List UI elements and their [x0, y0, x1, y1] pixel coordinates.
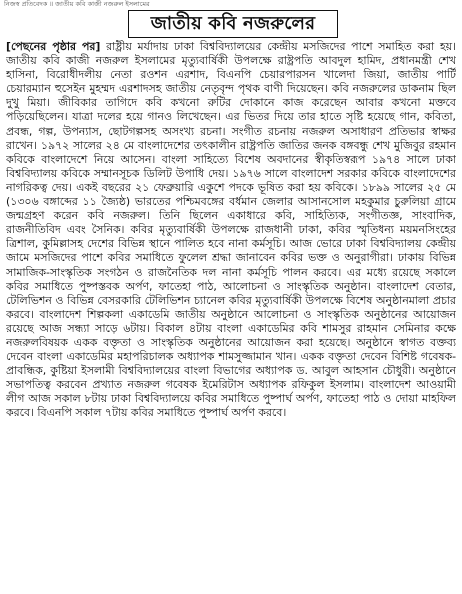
article-text: রাষ্ট্রীয় মর্যাদায় ঢাকা বিশ্ববিদ্যালয়ের কেন্দ্রীয় মসজিদের পাশে সমাহিত করা হয়। জাতীয় কবি কাজী নজরুল ইসলামের মৃত্যুবার্ষিকী উপলক্ষে রাষ্ট্রপতি আবদুল হামিদ, প্রধানমন্ত্রী শেখ হাসিনা, বিরোধীদলীয় নেতা রওশন এরশাদ, বিএনপি চেয়ারপারসন খালেদা জিয়া, জাতীয় পার্টি চেয়ারম্যান হুসেইন মুহম্মদ এরশাদসহ জাতীয় নেতৃবৃন্দ পৃথক বাণী দিয়েছেন। কবি নজরুলের ডাকনাম ছিল দুখু মিয়া। জীবিকার তাগিদে কবি কখনো রুটির দোকানে কাজ করেছেন আবার কখনো মক্তবে পড়িয়েছিলেন। যাত্রা দলের হয়ে গানও লিখেছেন। এর ভিতর দিয়ে তার হাতে সৃষ্টি হয়েছে গান, কবিতা, প্রবন্ধ, গল্প, উপন্যাস, ছোটগল্পসহ অসংখ্য রচনা। সংগীত রচনায় নজরুল অসাধারণ প্রতিভার স্বাক্ষর রাখেন। ১৯৭২ সালের ২৪ মে বাংলাদেশের তৎকালীন রাষ্ট্রপতি জাতির জনক বঙ্গবন্ধু শেখ মুজিবুর রহমান কবিকে বাংলাদেশে নিয়ে আসেন। বাংলা সাহিত্যে বিশেষ অবদানের স্বীকৃতিস্বরূপ ১৯৭৪ সালে ঢাকা বিশ্ববিদ্যালয় কবিকে সম্মানসূচক ডিলিট উপাধি দেয়। ১৯৭৬ সালে বাংলাদেশ সরকার কবিকে বাংলাদেশের নাগরিকত্ব দেয়। একই বছরের ২১ ফেব্রুয়ারি একুশে পদকে ভূষিত করা হয় কবিকে। ১৮৯৯ সালের ২৫ মে (১৩০৬ বঙ্গাব্দের ১১ জ্যৈষ্ঠ) ভারতের পশ্চিমবঙ্গের বর্ধমান জেলার আসানসোল মহকুমার চুরুলিয়া গ্রামে জন্মগ্রহণ করেন কবি নজরুল। তিনি ছিলেন একাধারে কবি, সাহিত্যিক, সংগীতজ্ঞ, সাংবাদিক, রাজনীতিবিদ এবং সৈনিক। কবির মৃত্যুবার্ষিকী উপলক্ষে রাজধানী ঢাকা, কবির স্মৃতিধন্য ময়মনসিংহের ত্রিশাল, কুমিল্লাসহ দেশের বিভিন্ন স্থানে পালিত হবে নানা কর্মসূচি। আজ ভোরে ঢাকা বিশ্ববিদ্যালয় কেন্দ্রীয় জামে মসজিদের পাশে কবির সমাধিতে ফুলেল শ্রদ্ধা জানাবেন কবির ভক্ত ও অনুরাগীরা। ঢাকায় বিভিন্ন সামাজিক-সাংস্কৃতিক সংগঠন ও রাজনৈতিক দল নানা কর্মসূচি পালন করবে। এর মধ্যে রয়েছে সকালে কবির সমাধিতে পুষ্পস্তবক অর্পণ, ফাতেহা পাঠ, আলোচনা ও সাংস্কৃতিক অনুষ্ঠান। বাংলাদেশ বেতার, টেলিভিশন ও বিভিন্ন বেসরকারি টেলিভিশন চ্যানেল কবির মৃত্যুবার্ষিকী উপলক্ষে বিশেষ অনুষ্ঠানমালা প্রচার করবে। বাংলাদেশ শিল্পকলা একাডেমি জাতীয় অনুষ্ঠানে আলোচনা ও সাংস্কৃতিক অনুষ্ঠানের আয়োজন রয়েছে আজ সন্ধ্যা সাড়ে ৬টায়। বিকাল ৪টায় বাংলা একাডেমির কবি শামসুর রাহমান সেমিনার কক্ষে নজরুলবিষয়ক একক বক্তৃতা ও সাংস্কৃতিক অনুষ্ঠানের আয়োজন করা হয়েছে। অনুষ্ঠানে স্বাগত বক্তব্য দেবেন বাংলা একাডেমির মহাপরিচালক অধ্যাপক শামসুজ্জামান খান। একক বক্তৃতা দেবেন বিশিষ্ট গবেষক-প্রাবন্ধিক, কুষ্টিয়া ইসলামী বিশ্ববিদ্যালয়ের বাংলা বিভাগের অধ্যাপক ড. আবুল আহসান চৌধুরী। অনুষ্ঠানে সভাপতিত্ব করবেন প্রখ্যাত নজরুল গবেষক ইমেরিটাস অধ্যাপক রফিকুল ইসলাম। বাংলাদেশ আওয়ামী লীগ আজ সকাল ৮টায় ঢাকা বিশ্ববিদ্যালয়ে কবির সমাধিতে পুষ্পার্ঘ অর্পণ, ফাতেহা পাঠ ও দোয়া মাহফিল করবে। বিএনপি সকাল ৭টায় কবির সমাধিতে পুষ্পার্ঘ অর্পণ করবে।: [6, 40, 456, 420]
top-strip-text: নিজস্ব প্রতিবেদক ॥ জাতীয় কবি কাজী নজরুল ইসলামের: [4, 0, 150, 8]
continued-label: [পেছনের পৃষ্ঠার পর]: [6, 40, 101, 53]
article-body: [6, 40, 456, 590]
headline: জাতীয় কবি নজরুলের: [128, 10, 338, 38]
article-paragraph: [6, 40, 456, 421]
